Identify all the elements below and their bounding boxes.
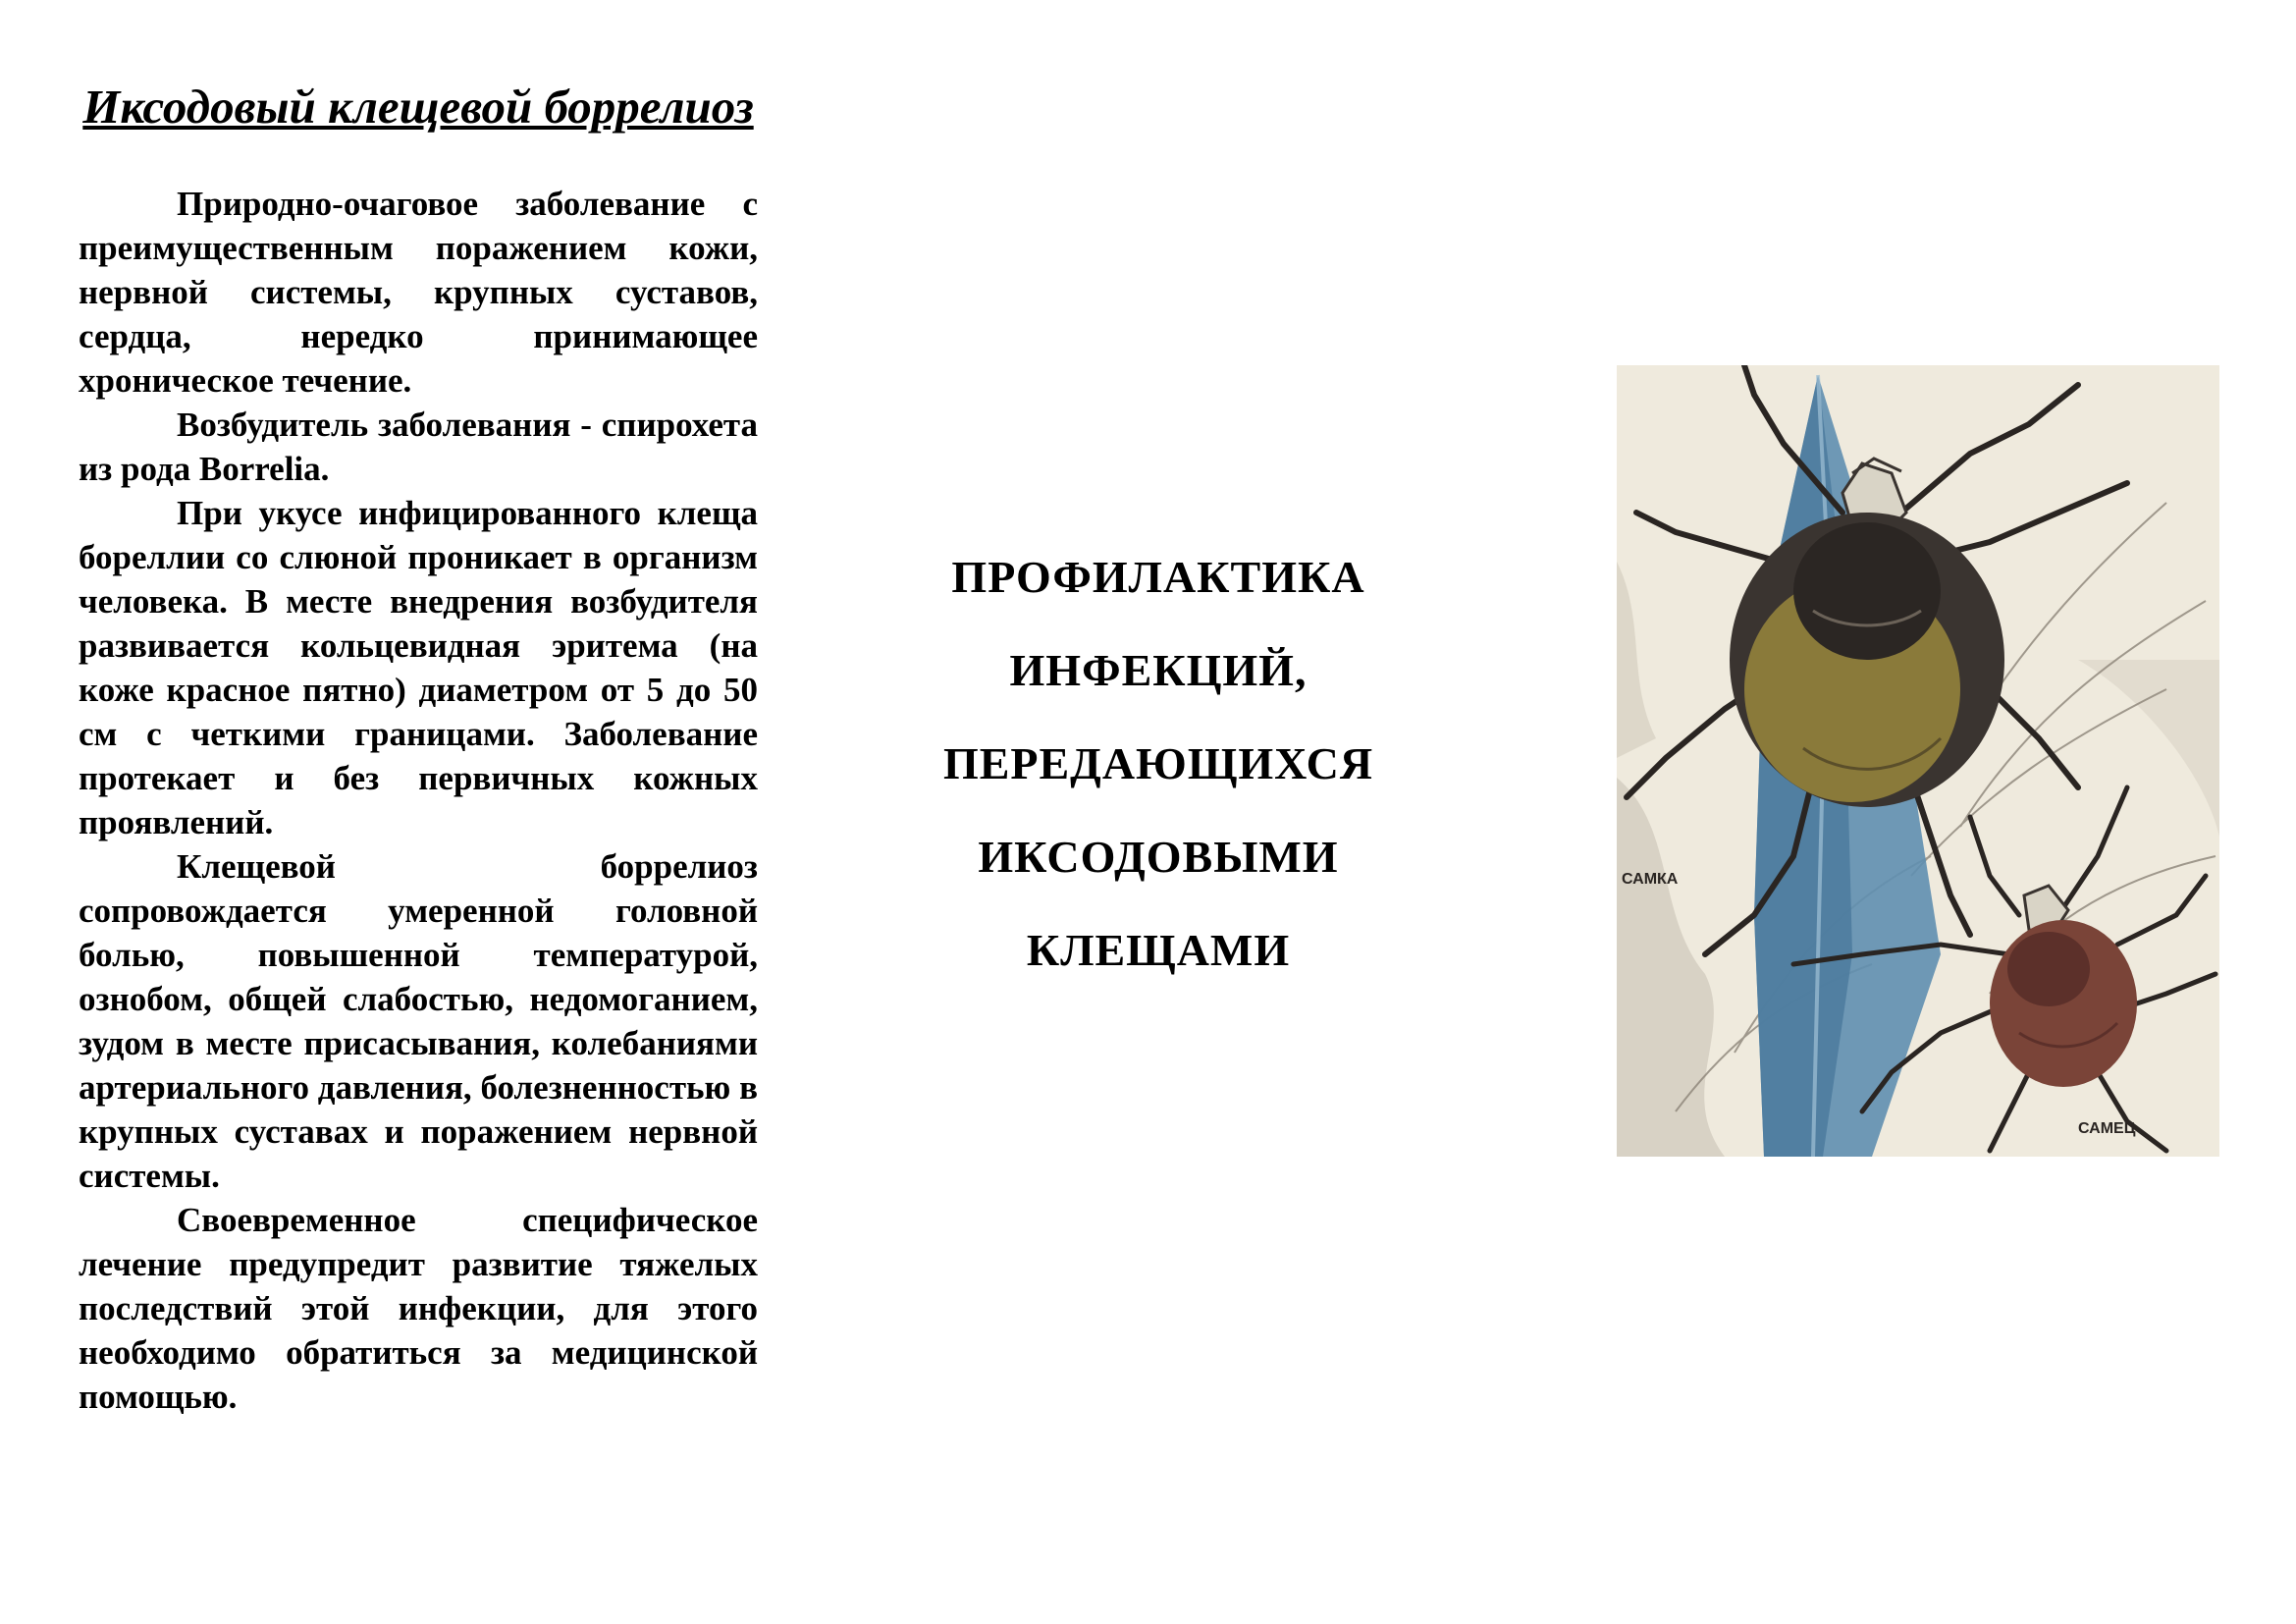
male-label: САМЕЦ xyxy=(2078,1120,2136,1137)
cover-title-line-3: ПЕРЕДАЮЩИХСЯ xyxy=(942,738,1374,788)
paragraph-pathogen: Возбудитель заболевания - спирохета из рода Borrelia. xyxy=(79,406,758,488)
paragraph-symptoms: Клещевой боррелиоз сопровождается умеренной головной болью, повышенной температурой, ознобом, общей слабостью, недомоганием, зудом в месте присасывания, колебаниями артериального давления, болезненностью в крупных суставах и поражением нервной системы. xyxy=(79,847,758,1195)
cover-title-line-1: ПРОФИЛАКТИКА xyxy=(951,552,1365,602)
left-column xyxy=(79,77,758,1419)
tick-illustration xyxy=(1617,365,2219,1157)
section-title: Иксодовый клещевой боррелиоз xyxy=(82,80,754,134)
cover-title-line-5: КЛЕЩАМИ xyxy=(1026,925,1291,975)
cover-title-line-4: ИКСОДОВЫМИ xyxy=(978,832,1339,882)
paragraph-treatment: Своевременное специфическое лечение предупредит развитие тяжелых последствий этой инфекции, для этого необходимо обратиться за медицинской помощью. xyxy=(79,1201,758,1416)
paragraph-transmission: При укусе инфицированного клеща бореллии со слюной проникает в организм человека. В месте внедрения возбудителя развивается кольцевидная эритема (на коже красное пятно) диаметром от 5 до 50 см с четкими границами. Заболевание протекает и без первичных кожных проявлений. xyxy=(79,494,758,841)
cover-title-line-2: ИНФЕКЦИЙ, xyxy=(1009,645,1308,695)
brochure-cover-title xyxy=(864,530,1453,997)
paragraph-definition: Природно-очаговое заболевание с преимущественным поражением кожи, нервной системы, крупных суставов, сердца, нередко принимающее хроническое течение. xyxy=(79,185,758,400)
female-label: САМКА xyxy=(1622,871,1679,888)
